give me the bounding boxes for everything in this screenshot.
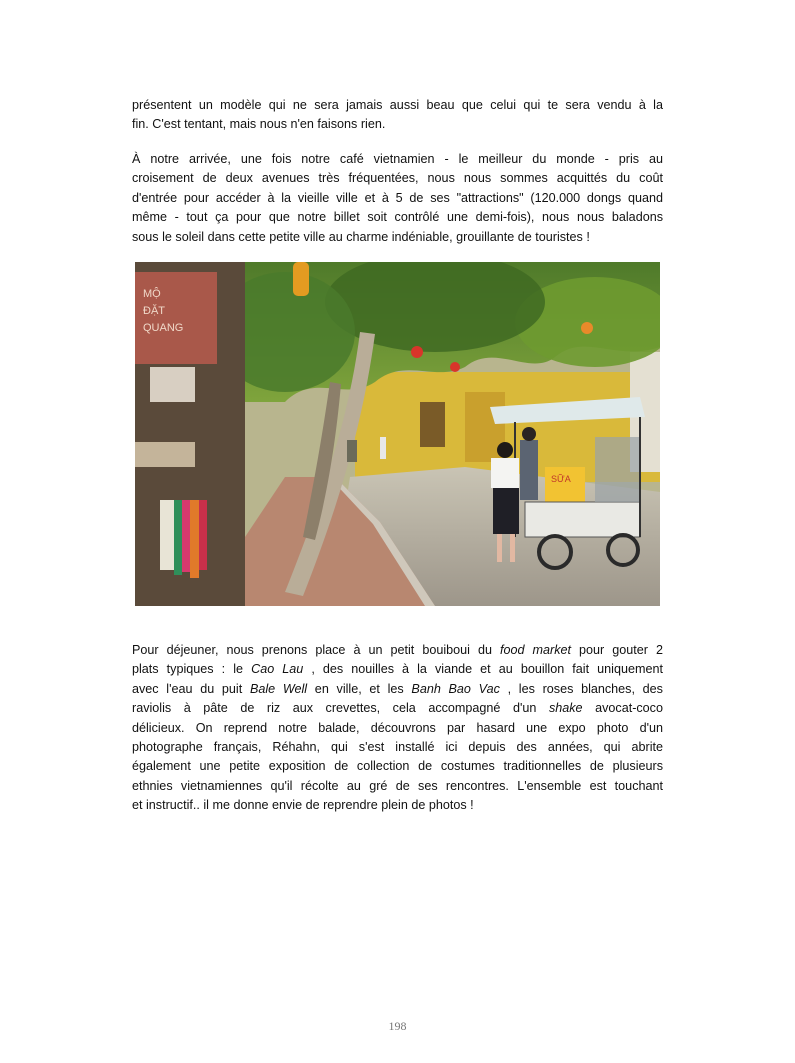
paragraph-arrival <box>132 150 663 247</box>
page-number: 198 <box>388 1019 407 1033</box>
lantern-red <box>411 346 423 358</box>
text-run: avec l'eau du puit <box>132 681 250 696</box>
text-line <box>132 115 663 134</box>
text-line <box>132 738 663 757</box>
text-line <box>132 699 663 718</box>
paragraph-lunch <box>132 641 663 816</box>
text-line <box>132 228 663 247</box>
shop-sign-line-2: ĐẶT <box>143 305 165 317</box>
text-run: et instructif.. il me donne envie de reprendre plein de photos ! <box>132 798 474 813</box>
italic-term: Cao Lau <box>251 662 304 677</box>
text-run: , les roses blanches, des <box>499 681 663 696</box>
text-line <box>132 150 663 169</box>
cart-sign: SỮA <box>551 474 571 484</box>
text-run: Pour déjeuner, nous prenons place à un petit bouiboui du <box>132 643 500 657</box>
text-line <box>132 96 663 115</box>
text-line <box>132 641 663 660</box>
text-run: sous le soleil dans cette petite ville au charme indéniable, grouillante de touristes ! <box>132 229 590 244</box>
text-run: d'entrée pour accéder à la vieille ville et à 5 de ses "attractions" (120.000 dongs quand <box>132 190 663 205</box>
text-run: avocat-coco <box>582 701 663 716</box>
paragraph-continuation <box>132 96 663 135</box>
text-run: également une petite exposition de collection de costumes traditionnelles de plusieurs <box>132 759 663 774</box>
street-photo <box>135 262 660 606</box>
text-line <box>132 189 663 208</box>
text-run: ethnies vietnamiennes qu'il récolte au gré de ses rencontres. L'ensemble est touchant <box>132 778 663 793</box>
text-run: raviolis à pâte de riz aux crevettes, cela accompagné d'un <box>132 701 549 716</box>
shop-sign-line-1: MỘ <box>143 288 161 300</box>
text-line <box>132 660 663 679</box>
text-run: photographe français, Réhahn, qui s'est installé ici depuis des années, qui abrite <box>132 739 663 754</box>
textile-white <box>160 500 174 570</box>
text-line <box>132 719 663 738</box>
italic-term: shake <box>548 701 583 716</box>
text-run: plats typiques : le <box>132 662 252 677</box>
text-run: , des nouilles à la viande et au bouillon fait uniquement <box>303 662 663 677</box>
shop-sign-line-3: QUANG <box>143 322 184 334</box>
text-line <box>132 208 663 227</box>
text-line <box>132 777 663 796</box>
text-run: même - tout ça pour que notre billet soit contrôlé une demi-fois), nous nous baladons <box>132 210 663 225</box>
text-line <box>132 169 663 188</box>
street-photo-drawing <box>135 262 660 606</box>
lantern-yellow <box>293 262 309 296</box>
text-run: en ville, et les <box>307 681 412 696</box>
text-line <box>132 757 663 776</box>
italic-term: food market <box>499 643 572 657</box>
text-run: À notre arrivée, une fois notre café vietnamien - le meilleur du monde - pris au <box>132 152 663 166</box>
text-line <box>132 680 663 699</box>
text-run: pour gouter 2 <box>571 643 663 657</box>
text-line <box>132 796 663 815</box>
italic-term: Bale Well <box>249 681 308 696</box>
text-run: présentent un modèle qui ne sera jamais aussi beau que celui qui te sera vendu à la <box>132 98 663 112</box>
text-run: délicieux. On reprend notre balade, découvrons par hasard une expo photo d'un <box>132 720 663 735</box>
text-run: croisement de deux avenues très fréquentées, nous nous sommes acquittés du coût <box>132 171 663 186</box>
italic-term: Banh Bao Vac <box>411 681 500 696</box>
shop-sign <box>135 272 217 364</box>
text-run: fin. C'est tentant, mais nous n'en faisons rien. <box>132 117 386 132</box>
